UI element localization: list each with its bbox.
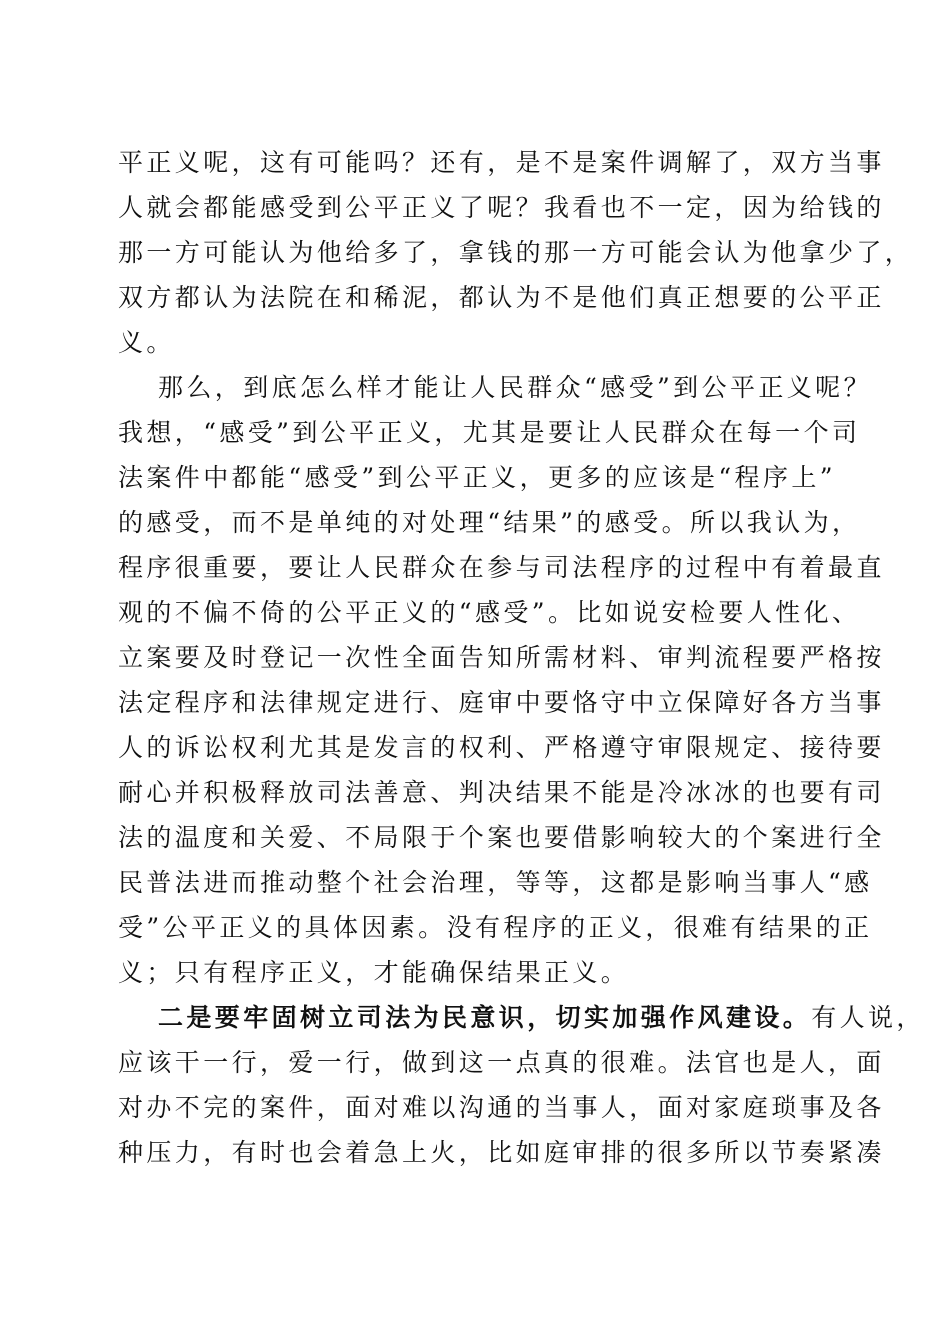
text-line: 法定程序和法律规定进行、庭审中要恪守中立保障好各方当事: [118, 688, 885, 717]
text-line: 耐心并积极释放司法善意、判决结果不能是冷冰冰的也要有司: [118, 778, 885, 807]
text-line: 的感受，而不是单纯的对处理“结果”的感受。所以我认为，: [118, 508, 861, 537]
text-line: 双方都认为法院在和稀泥，都认为不是他们真正想要的公平正: [118, 283, 885, 312]
text-line: 那一方可能认为他给多了，拿钱的那一方可能会认为他拿少了，: [118, 238, 914, 267]
text-line: 对办不完的案件，面对难以沟通的当事人，面对家庭琐事及各: [118, 1093, 885, 1122]
text-line: 人就会都能感受到公平正义了呢？我看也不一定，因为给钱的: [118, 193, 885, 222]
paragraph-3: [118, 995, 925, 1175]
text-line: 程序很重要，要让人民群众在参与司法程序的过程中有着最直: [118, 553, 885, 582]
text-line: 平正义呢，这有可能吗？还有，是不是案件调解了，双方当事: [118, 148, 885, 177]
text-line: 义。: [118, 328, 175, 357]
text-line: 那么，到底怎么样才能让人民群众“感受”到公平正义呢？: [158, 373, 872, 402]
text-line: 应该干一行，爱一行，做到这一点真的很难。法官也是人，面: [118, 1048, 885, 1077]
text-line: 种压力，有时也会着急上火，比如庭审排的很多所以节奏紧凑: [118, 1138, 885, 1167]
text-line: 民普法进而推动整个社会治理，等等，这都是影响当事人“感: [118, 868, 873, 897]
text-line: 观的不偏不倚的公平正义的“感受”。比如说安检要人性化、: [118, 598, 861, 627]
text-line: 法案件中都能“感受”到公平正义，更多的应该是“程序上”: [118, 463, 836, 492]
text-line: 义；只有程序正义，才能确保结果正义。: [118, 958, 630, 987]
text-line: 立案要及时登记一次性全面告知所需材料、审判流程要严格按: [118, 643, 885, 672]
text-line: 法的温度和关爱、不局限于个案也要借影响较大的个案进行全: [118, 823, 885, 852]
document-body: [118, 140, 925, 1175]
text-line: 受”公平正义的具体因素。没有程序的正义，很难有结果的正: [118, 913, 873, 942]
text-run: 有人说，: [811, 1003, 925, 1032]
text-line: [118, 995, 925, 1040]
section-heading: 二是要牢固树立司法为民意识，切实加强作风建设。: [158, 1003, 812, 1032]
text-line: 我想，“感受”到公平正义，尤其是要让人民群众在每一个司: [118, 418, 861, 447]
paragraph-2: [118, 365, 885, 995]
text-line: 人的诉讼权利尤其是发言的权利、严格遵守审限规定、接待要: [118, 733, 885, 762]
paragraph-1: [118, 140, 914, 365]
